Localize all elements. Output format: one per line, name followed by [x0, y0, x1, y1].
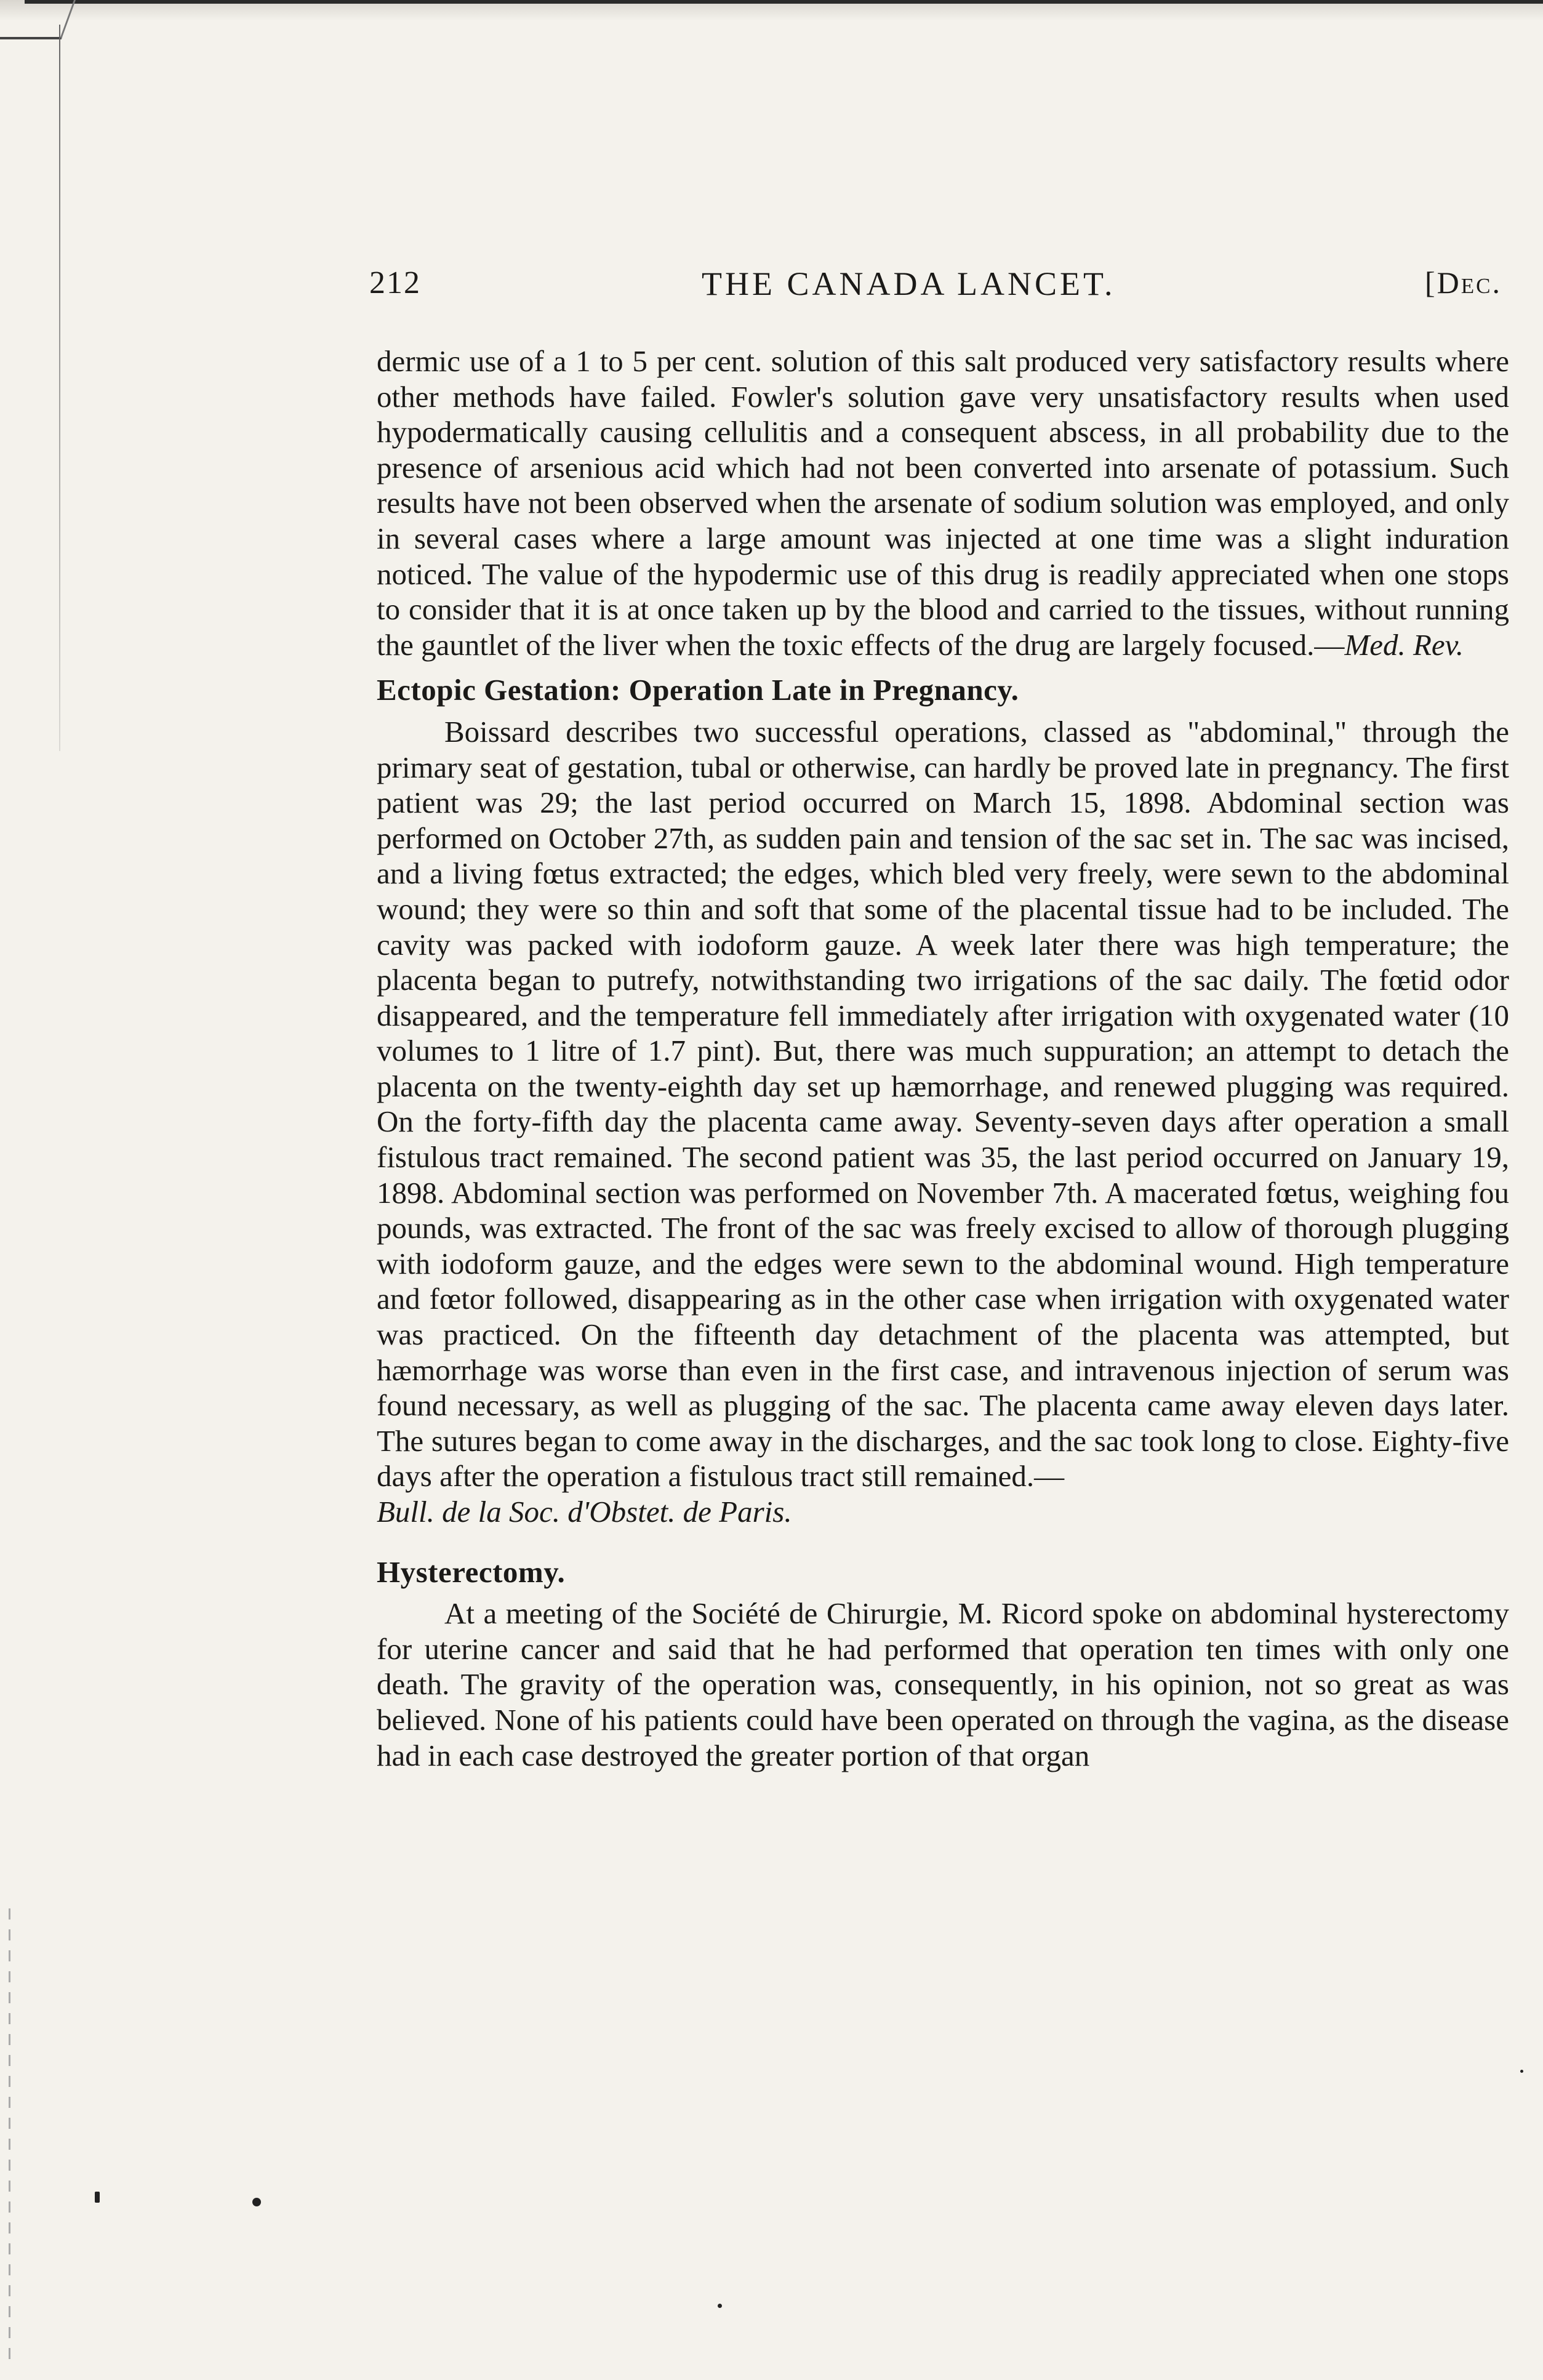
ectopic-heading: Ectopic Gestation: Operation Late in Pregnancy. [377, 673, 1019, 707]
intro-text: dermic use of a 1 to 5 per cent. solution of this salt produced very satisfactory results where other methods have failed. Fowler's solution gave very unsatisfactory results when used hypodermatically causing cellulitis and a consequent abscess, in all probability due to the presence of arsenious acid which had not been converted into arsenate of potassium. Such results have not been observed when the arsenate of sodium solution was employed, and only in several cases where a large amount was injected at one time was a slight induration noticed. The value of the hypodermic use of this drug is readily appreciated when one stops to consider that it is at once taken up by the blood and carried to the tissues, without running the gauntlet of the liver when the toxic effects of the drug are largely focused.— [377, 344, 1509, 662]
scan-speck [95, 2192, 100, 2203]
page-number: 212 [369, 265, 421, 300]
intro-citation: Med. Rev. [1344, 627, 1464, 662]
hysterectomy-heading: Hysterectomy. [377, 1554, 566, 1589]
article-column [377, 344, 1509, 1773]
scan-top-edge [25, 0, 1543, 4]
hysterectomy-text: At a meeting of the Société de Chirurgie, M. Ricord spoke on abdominal hysterectomy for uterine cancer and said that he had performed that operation ten times with only one death. The gravity of the operation was, consequently, in his opinion, not so great as was believed. None of his patients could have been operated on through the vagina, as the disease had in each case destroyed the greater portion of that organ [377, 1596, 1509, 1772]
scan-speck [252, 2198, 261, 2206]
scan-speck [718, 2304, 722, 2308]
ectopic-text: Boissard describes two successful operations, classed as "abdominal," through the primary seat of gestation, tubal or otherwise, can hardly be proved late in pregnancy. The first patient was 29; the last period occurred on March 15, 1898. Abdominal section was performed on October 27th, as sudden pain and tension of the sac set in. The sac was incised, and a living fœtus extracted; the edges, which bled very freely, were sewn to the abdominal wound; they were so thin and soft that some of the placental tissue had to be included. The cavity was packed with iodoform gauze. A week later there was high temperature; the placenta began to putrefy, notwithstanding two irrigations of the sac daily. The fœtid odor disappeared, and the temperature fell immediately after irrigation with oxygenated water (10 volumes to 1 litre of 1.7 pint). But, there was much suppuration; an attempt to detach the placenta on the twenty-eighth day set up hæmorrhage, and renewed plugging was required. On the forty-fifth day the placenta came away. Seventy-seven days after operation a small fistulous tract remained. The second patient was 35, the last period occurred on January 19, 1898. Abdominal section was performed on November 7th. A macerated fœtus, weighing fou pounds, was extracted. The front of the sac was freely excised to allow of thorough plugging with iodoform gauze, and the edges were sewn to the abdominal wound. High temperature and fœtor followed, disappearing as in the other case when irrigation with oxygenated water was practiced. On the fifteenth day detachment of the placenta was attempted, but hæmorrhage was worse than even in the first case, and intravenous injection of serum was found necessary, as well as plugging of the sac. The placenta came away eleven days later. The sutures began to come away in the discharges, and the sac took long to close. Eighty-five days after the operation a fistulous tract still remained.— [377, 714, 1509, 1494]
scan-folded-corner [0, 0, 76, 39]
scan-left-margin-marks [9, 1908, 10, 2364]
hysterectomy-paragraph [377, 1596, 1509, 1773]
scan-speck [1520, 2070, 1523, 2073]
ectopic-paragraph [377, 714, 1509, 1494]
journal-title: THE CANADA LANCET. [702, 265, 1116, 302]
issue-month: [Dec. [1425, 265, 1502, 300]
running-head [369, 265, 1502, 308]
intro-paragraph [377, 344, 1509, 662]
ectopic-citation: Bull. de la Soc. d'Obstet. de Paris. [377, 1495, 792, 1529]
scan-left-edge [59, 25, 60, 751]
